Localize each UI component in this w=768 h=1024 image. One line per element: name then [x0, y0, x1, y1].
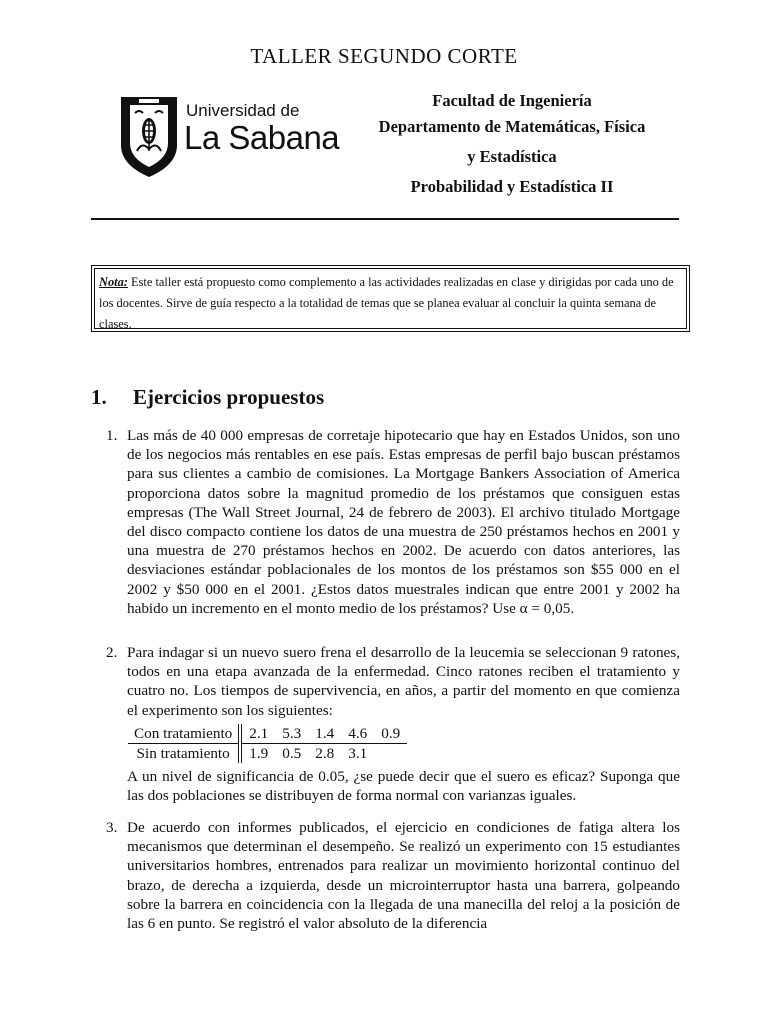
exercise-2 — [100, 643, 680, 805]
exercise-number: 3. — [106, 819, 118, 836]
table-row — [128, 724, 407, 744]
course-name: Probabilidad y Estadística II — [410, 177, 614, 196]
table-cell: 4.6 — [341, 724, 374, 744]
logo-line-1: Universidad de — [186, 101, 300, 120]
note-text: Este taller está propuesto como complemento a las actividades realizadas en clase y dirigidas por cada uno de los docentes. Sirve de guía respecto a la totalidad de temas que se planea evaluar al concluir la quinta semana de clases. — [99, 275, 674, 331]
table-cell: 3.1 — [348, 744, 368, 762]
note-content — [94, 268, 687, 329]
row-label: Sin tratamiento — [128, 743, 240, 763]
exercise-1 — [100, 426, 680, 618]
note-box — [91, 265, 690, 332]
survival-times-table — [128, 724, 407, 763]
faculty-name: Facultad de Ingeniería — [432, 91, 592, 110]
table-cell: 0.5 — [282, 744, 302, 762]
table-cell: 2.8 — [315, 744, 335, 762]
exercise-text: Para indagar si un nuevo suero frena el desarrollo de la leucemia se seleccionan 9 ratones, todos en una etapa avanzada de la enfermedad. Cinco ratones reciben el tratamiento y cuatro no. Los tiempos de supervivencia, en años, a partir del momento en que comienza el experimento son los siguientes: — [127, 644, 680, 719]
exercise-number: 2. — [106, 644, 118, 661]
table-cell: 1.9 — [249, 744, 269, 762]
university-logo — [118, 93, 340, 179]
section-number: 1. — [91, 385, 107, 409]
department-name-line-1: Departamento de Matemáticas, Física — [378, 117, 646, 136]
table-cell: 2.1 — [240, 724, 275, 744]
table-cell: 5.3 — [275, 724, 308, 744]
header-divider — [91, 218, 679, 220]
table-row — [128, 743, 407, 763]
exercise-text: Las más de 40 000 empresas de corretaje hipotecario que hay en Estados Unidos, son uno de los negocios más rentables en ese país. Estas empresas de perfil bajo buscan préstamos para sus clientes a cambio de comisiones. La Mortgage Bankers Association of America proporciona datos sobre la magnitud promedio de los préstamos que consiguen estas empresas (The Wall Street Journal, 24 de febrero de 2003). El archivo titulado Mortgage del disco compacto contiene los datos de una muestra de 250 préstamos hechos en 2001 y una muestra de 270 préstamos hechos en 2002. De acuerdo con datos anteriores, las desviaciones estándar poblacionales de los montos de los préstamos son $55 000 en el 2002 y $50 000 en el 2001. ¿Estos datos muestrales indican que entre 2001 y 2002 ha habido un incremento en el monto medio de los préstamos? Use α = 0,05. — [127, 427, 680, 617]
table-cell: 0.9 — [374, 724, 407, 744]
section-heading — [91, 385, 324, 410]
exercise-number: 1. — [106, 427, 118, 444]
note-label: Nota: — [99, 275, 128, 289]
table-cell — [374, 743, 407, 763]
logo-line-2: La Sabana — [184, 119, 340, 156]
university-seal-icon — [118, 93, 180, 179]
department-name-line-2: y Estadística — [467, 147, 557, 166]
document-title: TALLER SEGUNDO CORTE — [250, 44, 518, 68]
row-label: Con tratamiento — [128, 724, 240, 744]
exercise-3 — [100, 818, 680, 933]
section-title: Ejercicios propuestos — [133, 385, 325, 409]
table-cell: 1.4 — [308, 724, 341, 744]
exercise-text: De acuerdo con informes publicados, el ejercicio en condiciones de fatiga altera los mecanismos que determinan el desempeño. Se realizó un experimento con 15 estudiantes universitarios hombres, entrenados para realizar un movimiento horizontal continuo del brazo, de derecha a izquierda, desde un microinterruptor hasta una barrera, golpeando sobre la barrera en coincidencia con la llegada de una manecilla del reloj a la posición de las 6 en punto. Se registró el valor absoluto de la diferencia — [127, 819, 680, 933]
exercise-followup-text: A un nivel de significancia de 0.05, ¿se puede decir que el suero es eficaz? Suponga que las dos poblaciones se distribuyen de forma normal con varianzas iguales. — [127, 767, 680, 805]
